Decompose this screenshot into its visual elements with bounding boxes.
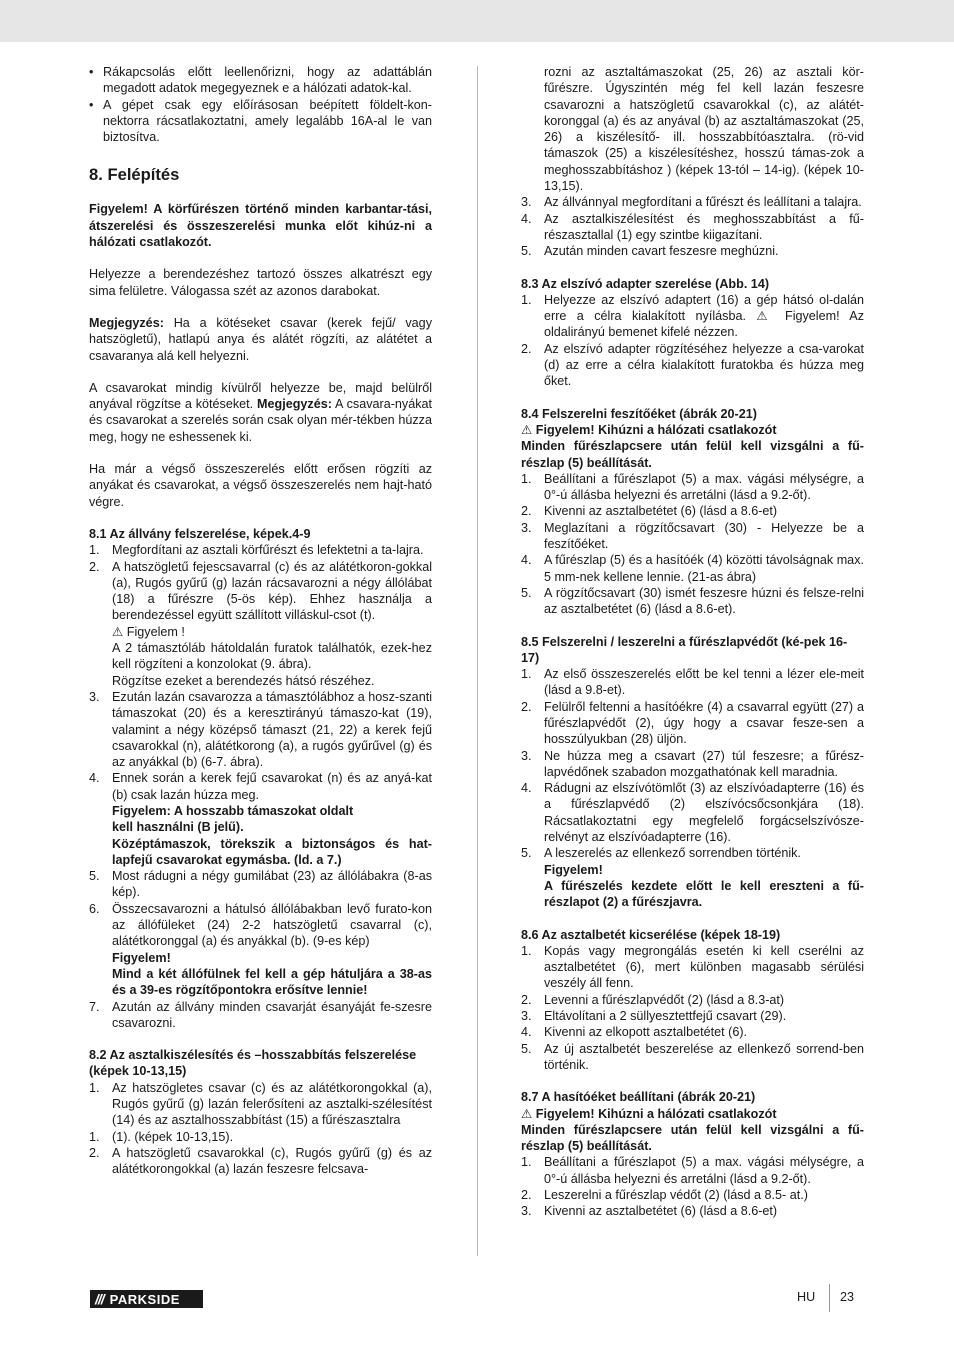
parkside-logo — [90, 1290, 203, 1308]
item-number: 2. — [521, 341, 532, 356]
column-divider — [477, 66, 478, 1256]
warning-text: Középtámaszok, törekszik a biztonságos és hat-lapfejű csavarokat egymásba. (ld. a 7.) — [112, 836, 432, 867]
list-item-text: A leszerelés az ellenkező sorrendben történik. — [544, 846, 801, 861]
paragraph: Ha már a végső összeszerelés előtt erősen rögzíti az anyákat és csavarokat, a végső összeszerelés nem hajt-ható végre. — [89, 462, 432, 509]
warning-text: Figyelem! — [112, 950, 171, 965]
numbered-list — [521, 471, 864, 618]
list-item — [89, 1145, 432, 1178]
paragraph — [89, 380, 432, 445]
item-number: 5. — [89, 869, 100, 884]
item-number: 3. — [521, 1009, 532, 1024]
list-item-text: Az asztalkiszélesítést és meghosszabbítást a fű-részasztallal (1) egy szintbe kiigazítani. — [544, 211, 864, 242]
list-item-text: Azután minden cavart feszesre meghúzni. — [544, 244, 779, 259]
warning-text: A fűrészelés kezdete előtt le kell ereszteni a fű-részlapot (2) a fűrészjavra. — [544, 878, 864, 910]
list-item — [521, 292, 864, 341]
note-label: Megjegyzés: — [257, 397, 332, 412]
warning-text: Figyelem! A körfűrészen történő minden karbantar-tási, átszerelési és összeszerelési munka előt kihúz-ni a hálózati csatlakozót. — [89, 202, 432, 250]
list-item-text: Ezután lazán csavarozza a támasztólábhoz a hosz-szanti támaszokat (20) és a keresztirányú támaszo-kat (19), valamint a négy középső támaszt (21, 22) a kerek fejű csavarokkal (n), alátétkorong (a), a rugós gyűrűvel (g) és az anyákkal (b) (6-7. ábra). — [112, 689, 432, 770]
item-number: 2. — [89, 559, 100, 574]
list-item-text: Kivenni az elkopott asztalbetétet (6). — [544, 1025, 748, 1040]
warning-text: ⚠ Figyelem! Kihúzni a hálózati csatlakozót — [521, 1106, 777, 1121]
list-item-text: Azután az állvány minden csavarját ésanyáját fe-szesre csavarozni. — [112, 999, 432, 1030]
list-item-text: (1). (képek 10-13,15). — [112, 1129, 234, 1144]
item-number: 1. — [89, 1129, 100, 1144]
list-item-text: Beállítani a fűrészlapot (5) a max. vágási mélységre, a 0°-ú állásba helyezni és arretálni (lásd a 9.2-őt). — [544, 471, 864, 503]
item-number: 3. — [521, 195, 532, 210]
footer-divider — [829, 1284, 830, 1312]
warning-text: Figyelem: A hosszabb támaszokat oldalt — [112, 803, 354, 818]
subsection-heading: 8.7 A hasítóéket beállítani (ábrák 20-21) — [521, 1090, 756, 1105]
list-item — [521, 1203, 864, 1219]
item-number: 1. — [521, 471, 532, 486]
list-item-text: Eltávolítani a 2 süllyesztettfejű csavart (29). — [544, 1009, 787, 1024]
warning-text: ⚠ Figyelem! Kihúzni a hálózati csatlakozót — [521, 422, 777, 437]
item-number: 1. — [89, 1080, 100, 1095]
list-item — [521, 520, 864, 553]
list-item — [89, 1129, 432, 1145]
list-item — [521, 471, 864, 504]
warning-line: ⚠ Figyelem ! — [112, 624, 185, 639]
list-item-text: Helyezze az elszívó adaptert (16) a gép hátsó ol-dalán erre a célra kialakított nyílásba. ⚠ Figyelem! Az oldalirányú bemenet kifelé nézzen. — [544, 292, 864, 340]
list-item — [521, 1154, 864, 1187]
item-number: 3. — [89, 689, 100, 704]
list-item-text: Összecsavarozni a hátulsó állólábakban levő furato-kon az állófüleket (24) 2-2 hatszögletű csavarral (c), alátétkoronggal (a) és anyákkal (b). (9-es kép) — [112, 901, 432, 949]
list-item — [521, 552, 864, 585]
warning-text: kell használni (B jelű). — [112, 820, 244, 835]
list-item-text: Leszerelni a fűrészlap védőt (2) (lásd a 8.5- at.) — [544, 1188, 808, 1202]
warning-text: Minden fűrészlapcsere után felül kell vizsgálni a fű-részlap (5) beállítását. — [521, 439, 864, 470]
list-item — [521, 666, 864, 699]
list-item-text: Most rádugni a négy gumilábat (23) az állólábakra (8-as kép). — [112, 869, 432, 900]
section-heading: 8. Felépítés — [89, 165, 180, 185]
item-number: 5. — [521, 585, 532, 600]
list-item-text: Ne húzza meg a csavart (27) túl feszesre; a fűrész-lapvédőnek szabadon mozgathatónak kell maradnia. — [544, 748, 864, 779]
list-item — [521, 1041, 864, 1074]
subsection-heading: 8.4 Felszerelni feszítőéket (ábrák 20-21) — [521, 406, 757, 421]
paragraph-text: A csavarokat mindig kívülről helyezze be, majd belülről anyával rögzítse a kötéseket. — [89, 380, 432, 412]
logo-brand: PARKSIDE — [109, 1291, 180, 1307]
numbered-list — [89, 1080, 432, 1178]
list-item — [521, 748, 864, 781]
list-item-text: Kopás vagy megrongálás esetén ki kell cserélni az asztalbetétet (6), mert különben magasabb sérülési veszély áll fenn. — [544, 943, 864, 991]
left-column — [89, 64, 432, 1178]
subsection-heading: 8.5 Felszerelni / leszerelni a fűrészlapvédőt (ké-pek 16-17) — [521, 634, 848, 665]
item-number: 4. — [521, 1025, 532, 1040]
list-item — [521, 1008, 864, 1024]
item-number: 4. — [89, 771, 100, 786]
list-item-text: Az új asztalbetét beszerelése az ellenkező sorrend-ben történik. — [544, 1041, 864, 1072]
list-item — [89, 689, 432, 770]
list-item — [521, 1187, 864, 1203]
list-item — [89, 1080, 432, 1129]
list-item-text: Rádugni az elszívótömlőt (3) az elszívóadapterre (16) és a fűrészlapvédő (2) elszívócsőcsonkjára (18). Rácsatlakoztatni egy megfelelő forgácselszívósze-relvényt az elszívóadapterre (16). — [544, 781, 864, 845]
list-item-text: Megfordítani az asztali körfűrészt és lefektetni a ta-lajra. — [112, 543, 424, 558]
bullet-list — [89, 64, 432, 145]
list-item — [521, 341, 864, 390]
list-item-text: Az hatszögletes csavar (c) és az alátétkorongokkal (a), Rugós gyűrű (g) lazán felerősíteni az asztalki-szélesítést (14) és az asztalhosszabbítást (15) a fűrészasztalra — [112, 1080, 432, 1128]
list-item-text: A hatszögletű fejescsavarral (c) és az alátétkoron-gokkal (a), Rugós gyűrű (g) lazán rácsavarozni a négy állólábat (18) a fűrészre (5-ös kép). Ehhez használja a berendezéssel együtt szállított villáskul-csot (t). — [112, 559, 432, 623]
list-item — [89, 901, 432, 999]
language-code: HU — [797, 1290, 816, 1304]
item-number: 1. — [521, 943, 532, 958]
item-number: 1. — [89, 543, 100, 558]
paragraph: Helyezze a berendezéshez tartozó összes alkatrészt egy sima felületre. Válogassa szét az azonos darabokat. — [89, 267, 432, 298]
item-number: 2. — [521, 504, 532, 519]
item-number: 7. — [89, 999, 100, 1014]
list-item — [521, 585, 864, 618]
list-item-text: A fűrészlap (5) és a hasítóék (4) közötti távolságnak max. 5 mm-nek kellene lennie. (21-as ábra) — [544, 553, 864, 584]
item-number: 5. — [521, 846, 532, 861]
item-number: 2. — [89, 1145, 100, 1160]
top-band — [0, 0, 954, 42]
list-item-text: Az elszívó adapter rögzítéséhez helyezze a csa-varokat (d) az erre a célra kialakított furatokba és húzza meg őket. — [544, 341, 864, 389]
list-item — [89, 868, 432, 901]
subsection-heading: 8.1 Az állvány felszerelése, képek.4-9 — [89, 526, 311, 541]
list-item-text: Az első összeszerelés előtt be kel tenni a lézer ele-meit (lásd a 9.8-et). — [544, 667, 864, 698]
list-item — [521, 845, 864, 910]
list-item-text: Levenni a fűrészlapvédőt (2) (lásd a 8.3-at) — [544, 992, 785, 1007]
subsection-heading: 8.6 Az asztalbetét kicserélése (képek 18-19) — [521, 927, 781, 942]
item-number: 2. — [521, 1188, 532, 1202]
numbered-list — [521, 1154, 864, 1219]
item-number: 5. — [521, 1041, 532, 1056]
paragraph: rozni az asztaltámaszokat (25, 26) az asztali kör-fűrészre. Úgyszintén még fel kell lazán feszesre csavarozni a hatszögletű csavarokkal (c), az alátét-koronggal (a) és az anyával (b) az asztaltámaszokat (25, 26) a kiszélesítő- ill. hosszabbítóasztalra. (rö-vid támaszok (25) a kiszélesítéshez, hosszú támas-zok a meghosszabbításhoz ) (képek 13-tól – 14-ig). (képek 10-13,15). — [544, 65, 864, 194]
list-item — [89, 999, 432, 1032]
list-item — [521, 1024, 864, 1040]
subsection-heading: 8.2 Az asztalkiszélesítés és –hosszabbítás felszerelése (képek 10-13,15) — [89, 1048, 417, 1079]
numbered-list — [89, 542, 432, 1031]
list-item — [89, 542, 432, 558]
list-item — [521, 699, 864, 748]
list-item — [89, 770, 432, 868]
bullet-marker: • — [89, 97, 94, 112]
list-item-text: A 2 támasztóláb hátoldalán furatok találhatók, ezek-hez kell rögzíteni a konzolokat (9. ábra). — [112, 641, 432, 672]
list-item-text: Az állvánnyal megfordítani a fűrészt és leállítani a talajra. — [544, 195, 862, 210]
list-item-text: A hatszögletű csavarokkal (c), Rugós gyűrű (g) és az alátétkorongokkal (a) lazán feszesre felcsava- — [112, 1145, 432, 1177]
bullet-marker: • — [89, 65, 94, 79]
list-item — [89, 97, 432, 146]
list-item-text: A gépet csak egy előírásosan beépített földelt-kon-nektorra rácsatlakoztatni, amely legalább 16A-al le van biztosítva. — [103, 97, 432, 145]
numbered-list — [521, 666, 864, 910]
list-item — [521, 780, 864, 845]
item-number: 4. — [521, 211, 532, 226]
item-number: 3. — [521, 1204, 532, 1219]
list-item-text: Kivenni az asztalbetétet (6) (lásd a 8.6-et) — [544, 1204, 778, 1219]
item-number: 4. — [521, 781, 532, 796]
item-number: 6. — [89, 901, 100, 916]
item-number: 5. — [521, 244, 532, 259]
item-number: 3. — [521, 520, 532, 535]
warning-text: Figyelem! — [544, 862, 603, 877]
list-item — [521, 943, 864, 992]
list-item-text: A rögzítőcsavart (30) ismét feszesre húzni és felsze-relni az asztalbetétet (6) (lásd a 8.6-et). — [544, 585, 864, 617]
numbered-list — [521, 943, 864, 1073]
list-item — [521, 211, 864, 244]
page-number: 23 — [840, 1290, 855, 1304]
list-item — [521, 503, 864, 519]
item-number: 1. — [521, 1155, 532, 1170]
note-text: Ha a kötéseket csavar (kerek fejű/ vagy hatszögletű), hatlapú anya és alátét rögzíti, az alátétet a csavaranya alá kell helyezni. — [89, 315, 432, 363]
list-item — [521, 194, 864, 210]
item-number: 1. — [521, 292, 532, 307]
numbered-list — [521, 292, 864, 390]
list-item — [89, 64, 432, 97]
right-column — [521, 64, 864, 1220]
list-item-text: Beállítani a fűrészlapot (5) a max. vágási mélységre, a 0°-ú állásba helyezni és arretálni (lásd a 9.2-őt). — [544, 1155, 864, 1186]
list-item-text: Ennek során a kerek fejű csavarokat (n) és az anyá-kat (b) csak lazán húzza meg. — [112, 771, 432, 802]
paragraph-text: A csavara-nyákat és csavarokat a szerelés során csak olyan mér-tékben húzza meg, hogy ne eshessenek ki. — [89, 397, 433, 444]
list-item-text: Kivenni az asztalbetétet (6) (lásd a 8.6-et) — [544, 504, 778, 519]
list-item-text: Rögzítse ezeket a berendezés hátsó részéhez. — [112, 673, 375, 688]
warning-text: Minden fűrészlapcsere után felül kell vizsgálni a fű-részlap (5) beállítását. — [521, 1122, 864, 1154]
logo-slashes: /// — [95, 1291, 104, 1307]
list-item — [521, 243, 864, 259]
item-number: 4. — [521, 553, 532, 568]
list-item — [89, 559, 432, 689]
numbered-list — [521, 194, 864, 259]
item-number: 2. — [521, 992, 532, 1007]
item-number: 1. — [521, 667, 532, 682]
item-number: 2. — [521, 699, 532, 714]
item-number: 3. — [521, 748, 532, 763]
note-label: Megjegyzés: — [89, 315, 164, 330]
list-item — [521, 992, 864, 1008]
subsection-heading: 8.3 Az elszívó adapter szerelése (Abb. 14) — [521, 276, 770, 291]
note-paragraph — [89, 315, 432, 364]
list-item-text: Felülről feltenni a hasítóékre (4) a csavarral együtt (27) a fűrészlapvédőt (2), úgy hogy a csavar fesze-sen a hosszúlyukban (28) üljön. — [544, 699, 864, 747]
warning-text: Mind a két állófülnek fel kell a gép hátuljára a 38-as és a 39-es rögzítőpontokra erősítve lennie! — [112, 966, 432, 998]
list-item-text: Meglazítani a rögzítőcsavart (30) - Helyezze be a feszítőéket. — [544, 520, 864, 552]
list-item-text: Rákapcsolás előtt leellenőrizni, hogy az adattáblán megadott adatok megegyeznek e a hálózati adatok-kal. — [103, 65, 432, 96]
